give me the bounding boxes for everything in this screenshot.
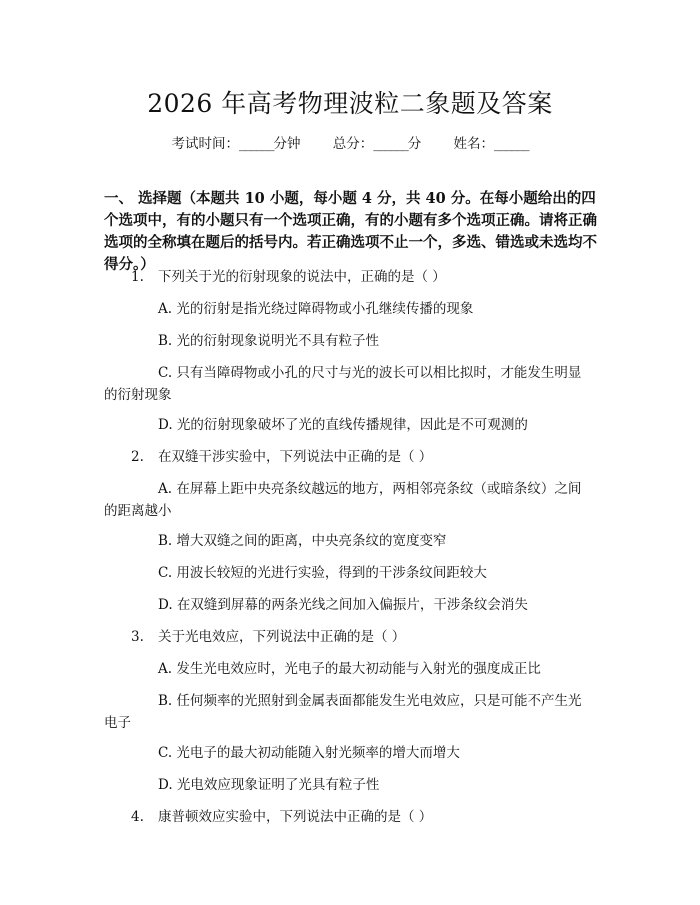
option-2a-continuation: 的距离越小 <box>104 503 172 519</box>
option-3a: A. 发生光电效应时，光电子的最大初动能与入射光的强度成正比 <box>158 661 541 677</box>
page-title: 2026 年高考物理波粒二象题及答案 <box>147 89 553 118</box>
question-number: 2. <box>131 449 144 465</box>
option-3b-continuation: 电子 <box>104 715 131 731</box>
option-2a: A. 在屏幕上距中央亮条纹越远的地方，两相邻亮条纹（或暗条纹）之间 <box>158 481 582 497</box>
question-3 <box>131 625 405 645</box>
name-label: 姓名： <box>453 136 495 152</box>
name-field <box>454 136 529 152</box>
question-text: 康普顿效应实验中，下列说法中正确的是（ ） <box>158 809 433 825</box>
question-number: 1. <box>131 269 144 285</box>
question-2 <box>131 445 432 465</box>
question-text: 关于光电效应，下列说法中正确的是（ ） <box>158 629 406 645</box>
exam-meta <box>0 132 700 152</box>
section-heading: 一、 选择题（本题共 10 小题，每小题 4 分，共 40 分。在每小题给出的四个选项中，有的小题只有一个选项正确，有的小题有多个选项正确。请将正确选项的全称填在题后的括号内。若正确选项不止一个，多选、错选或未选均不得分。） <box>104 190 597 273</box>
score-blank: ______ <box>373 136 408 152</box>
question-number: 3. <box>131 629 144 645</box>
question-text: 在双缝干涉实验中，下列说法中正确的是（ ） <box>158 449 433 465</box>
time-blank: ______ <box>238 136 274 152</box>
time-unit: 分钟 <box>273 136 301 152</box>
option-1b: B. 光的衍射现象说明光不具有粒子性 <box>158 333 380 349</box>
score-unit: 分 <box>407 136 422 152</box>
option-2b: B. 增大双缝之间的距离，中央亮条纹的宽度变窄 <box>158 533 447 549</box>
option-3d: D. 光电效应现象证明了光具有粒子性 <box>158 777 380 793</box>
option-1c-continuation: 的衍射现象 <box>104 387 172 403</box>
time-field <box>171 136 300 152</box>
option-3c: C. 光电子的最大初动能随入射光频率的增大而增大 <box>158 745 460 761</box>
score-field <box>333 136 422 152</box>
question-text: 下列关于光的衍射现象的说法中，正确的是（ ） <box>158 269 446 285</box>
score-label: 总分： <box>332 136 374 152</box>
name-blank: ______ <box>494 136 529 152</box>
question-4 <box>131 805 432 825</box>
option-2c: C. 用波长较短的光进行实验，得到的干涉条纹间距较大 <box>158 565 487 581</box>
option-1c: C. 只有当障碍物或小孔的尺寸与光的波长可以相比拟时，才能发生明显 <box>158 365 582 381</box>
option-1a: A. 光的衍射是指光绕过障碍物或小孔继续传播的现象 <box>158 301 474 317</box>
question-1 <box>131 265 446 285</box>
time-label: 考试时间： <box>171 136 239 152</box>
option-3b: B. 任何频率的光照射到金属表面都能发生光电效应，只是可能不产生光 <box>158 693 582 709</box>
question-number: 4. <box>131 809 144 825</box>
option-1d: D. 光的衍射现象破坏了光的直线传播规律，因此是不可观测的 <box>158 417 528 433</box>
option-2d: D. 在双缝到屏幕的两条光线之间加入偏振片，干涉条纹会消失 <box>158 597 528 613</box>
